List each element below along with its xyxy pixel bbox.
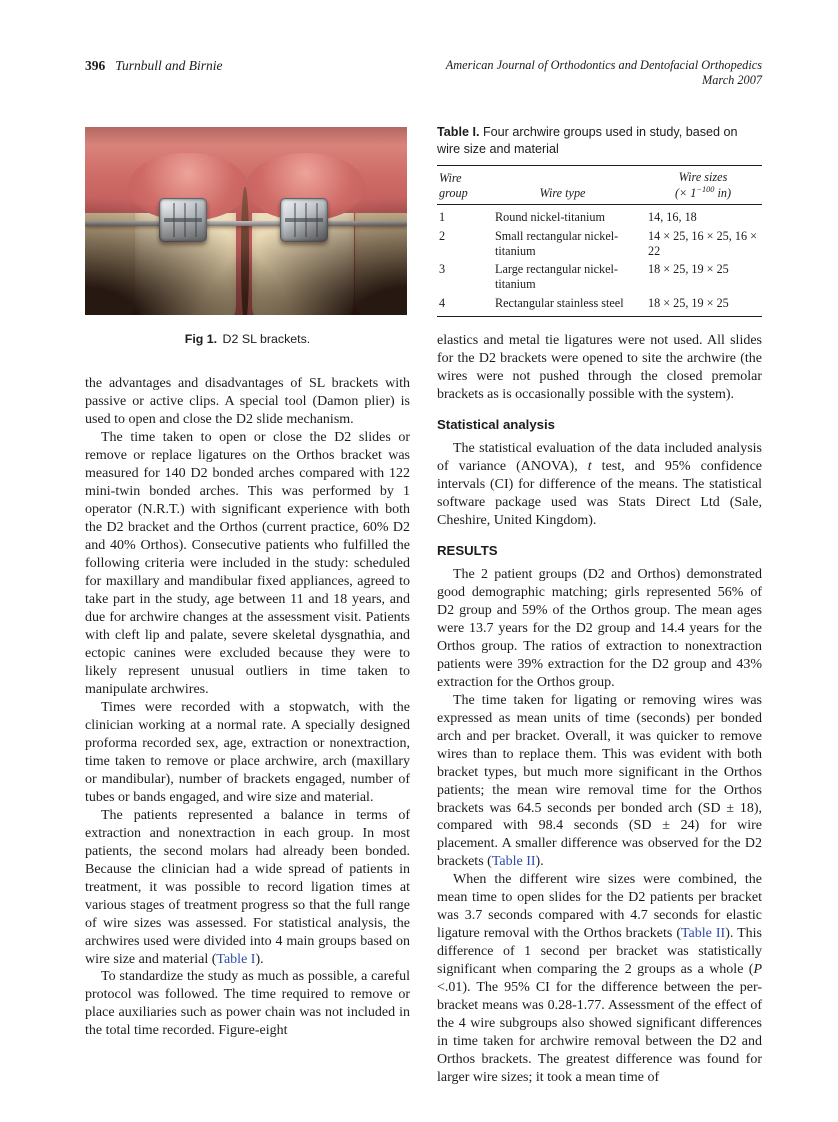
table-title	[437, 124, 762, 158]
table-cell: 18 × 25, 19 × 25	[648, 262, 729, 277]
text-segment: elastics and metal tie ligatures were not used. All slides for the D2 brackets were opened to site the archwire (the wires were not pushed through the closed premolar brackets as is occasionally possible with the system).	[437, 332, 762, 402]
bracket-slot-detail	[164, 203, 202, 237]
figure-caption	[85, 332, 410, 346]
running-head-right	[446, 58, 762, 88]
paragraph	[85, 429, 410, 699]
text-segment: The 2 patient groups (D2 and Orthos) demonstrated good demographic matching; girls represented 56% of D2 group and 59% of the Orthos group. The mean ages were 13.7 years for the D2 group and 14.4 years for the Orthos group. The ratios of extraction to nonextraction patients were 39% extraction for the D2 group and 43% extraction for the Orthos group.	[437, 566, 762, 690]
table-head	[437, 166, 762, 205]
col-header-wire-sizes	[644, 166, 762, 205]
paragraph	[437, 440, 762, 530]
section-heading-statistical-analysis: Statistical analysis	[437, 416, 556, 432]
text-segment: −100	[696, 184, 715, 194]
table-cell: 18 × 25, 19 × 25	[648, 295, 729, 310]
table-1	[437, 124, 762, 317]
table-cell: 14, 16, 18	[648, 210, 697, 225]
text-segment: (× 1	[674, 185, 697, 200]
text-segment: in)	[714, 185, 732, 200]
issue-date: March 2007	[702, 73, 762, 87]
paragraph	[85, 968, 410, 1040]
paragraph	[85, 699, 410, 807]
right-column	[437, 120, 762, 1087]
text-segment: ). This difference of 1 second per bracket was statistically significant when comparing the 2 groups as a whole (	[437, 926, 762, 978]
archwire	[85, 221, 407, 226]
table-cell: Small rectangular nickel-titanium	[495, 228, 619, 258]
table-cell: Large rectangular nickel-titanium	[495, 262, 618, 292]
tooth-gap-shadow	[241, 187, 249, 315]
text-segment: Times were recorded with a stopwatch, with the clinician working at a normal rate. A specially designed proforma recorded sex, age, extraction or nonextraction, time taken to remove or place archwire, arch (maxillary or mandibular), number of brackets engaged, number of tubes or bands engaged, and wire size and material.	[85, 699, 410, 805]
table-cell: 3	[439, 262, 446, 277]
text-segment: The patients represented a balance in terms of extraction and nonextraction in each group. In most patients, the second molars had already been bonded. Because the clinician had a wide spread of patients in treatment, it was possible to record ligation times at various stages of treatment progress so that the full range of wire sizes was assessed. For statistical analysis, the archwires used were divided into 4 main groups based on wire size and material (	[85, 807, 410, 967]
text-segment: <.01). The 95% CI for the difference between the per-bracket means was 0.28-1.77. Assessment of the effect of the 4 wire subgroups also showed significant differences in time taken for archwire removal between the D2 and Orthos brackets. The greatest difference was found for larger wire sizes; it took a mean time of	[437, 980, 762, 1086]
figure-caption-text: D2 SL brackets.	[219, 332, 311, 346]
table-cell: 2	[439, 228, 446, 243]
table-title-text: Four archwire groups used in study, based on wire size and material	[437, 125, 738, 156]
table-row	[437, 205, 762, 227]
text-segment: Wire sizes	[678, 170, 728, 184]
cross-reference-link[interactable]: Table II	[680, 926, 726, 942]
table-cell: Rectangular stainless steel	[495, 295, 624, 310]
col-header-wire-group: Wire group	[437, 166, 481, 205]
text-segment: ).	[535, 854, 544, 870]
paragraph	[85, 375, 410, 429]
archwire-groups-table	[437, 165, 762, 317]
text-segment: ).	[255, 951, 264, 967]
text-segment: When the different wire sizes were combined, the mean time to open slides for the D2 patients per bracket was 3.7 seconds compared with 4.7 seconds for elastic ligature removal with the Orthos brackets (	[437, 872, 762, 942]
text-segment: The time taken for ligating or removing wires was expressed as mean units of time (seconds) per bonded arch and per bracket. Overall, it was quicker to remove wires than to replace them. This was evident with both bracket types, but much more significant in the Orthos patients; the mean wire removal time for the Orthos brackets was 64.5 seconds per bonded arch (SD ± 18), compared with 98.4 seconds (SD ± 24) for wire placement. A smaller difference was observed for the D2 brackets (	[437, 692, 762, 870]
table-cell: Round nickel-titanium	[495, 210, 606, 225]
paragraph	[85, 807, 410, 969]
figure-caption-label: Fig 1.	[184, 332, 218, 346]
table-row	[437, 227, 762, 261]
paragraph	[437, 692, 762, 872]
left-column-text	[85, 375, 410, 1040]
paragraph	[437, 332, 762, 404]
cross-reference-link[interactable]: Table II	[491, 854, 536, 870]
table-body	[437, 205, 762, 317]
text-segment: The time taken to open or close the D2 slides or remove or replace ligatures on the Orthos bracket was measured for 140 D2 bonded arches compared with 122 mini-twin bonded arches. This was performed by 1 operator (N.R.T.) with significant experience with both the D2 bracket and the Orthos (current practice, 60% D2 and 40% Orthos). Consecutive patients who fulfilled the following criteria were included in the study: scheduled for maxillary and mandibular fixed appliances, agreed to take part in the study, age between 11 and 18 years, and due for archwire changes at the assessment visit. Patients with cleft lip and palate, severe skeletal dysgnathia, and ectopic canines were excluded because they were to likely represent unusual outliers in time taken to manipulate archwires.	[85, 429, 410, 697]
text-segment: test, and 95% confidence intervals (CI) for difference of the means. The statistical software package used was Stats Direct Ltd (Sale, Cheshire, United Kingdom).	[437, 458, 762, 528]
running-head	[85, 58, 762, 88]
table-label: Table I.	[437, 125, 480, 139]
text-segment: P	[753, 962, 762, 978]
text-segment: the advantages and disadvantages of SL brackets with passive or active clips. A special tool (Damon plier) is used to open and close the D2 slide mechanism.	[85, 376, 410, 427]
table-row	[437, 294, 762, 316]
table-cell: 14 × 25, 16 × 25, 16 × 22	[648, 228, 757, 258]
text-segment: t	[587, 458, 592, 474]
orthodontic-bracket-left	[159, 198, 207, 242]
section-heading-results: RESULTS	[437, 542, 498, 558]
running-head-left	[85, 58, 223, 74]
table-cell: 1	[439, 210, 446, 225]
left-column	[85, 120, 410, 1040]
paragraph	[437, 871, 762, 1087]
text-segment: To standardize the study as much as possible, a careful protocol was followed. The time required to remove or place auxiliaries such as power chain was not included in the total time recorded. Figure-eight	[85, 969, 410, 1039]
cross-reference-link[interactable]: Table I	[216, 951, 256, 967]
figure-photo	[85, 127, 407, 315]
bracket-slot-detail	[285, 203, 323, 237]
table-header-row	[437, 166, 762, 205]
text-segment: The statistical evaluation of the data included analysis of variance (ANOVA),	[437, 440, 762, 474]
page-number: 396	[85, 58, 106, 73]
running-head-authors: Turnbull and Birnie	[115, 58, 223, 73]
paragraph	[437, 566, 762, 692]
table-cell: 4	[439, 295, 446, 310]
journal-name: American Journal of Orthodontics and Dentofacial Orthopedics	[445, 58, 762, 72]
orthodontic-bracket-right	[280, 198, 328, 242]
table-row	[437, 261, 762, 295]
col-header-wire-type: Wire type	[481, 166, 644, 205]
